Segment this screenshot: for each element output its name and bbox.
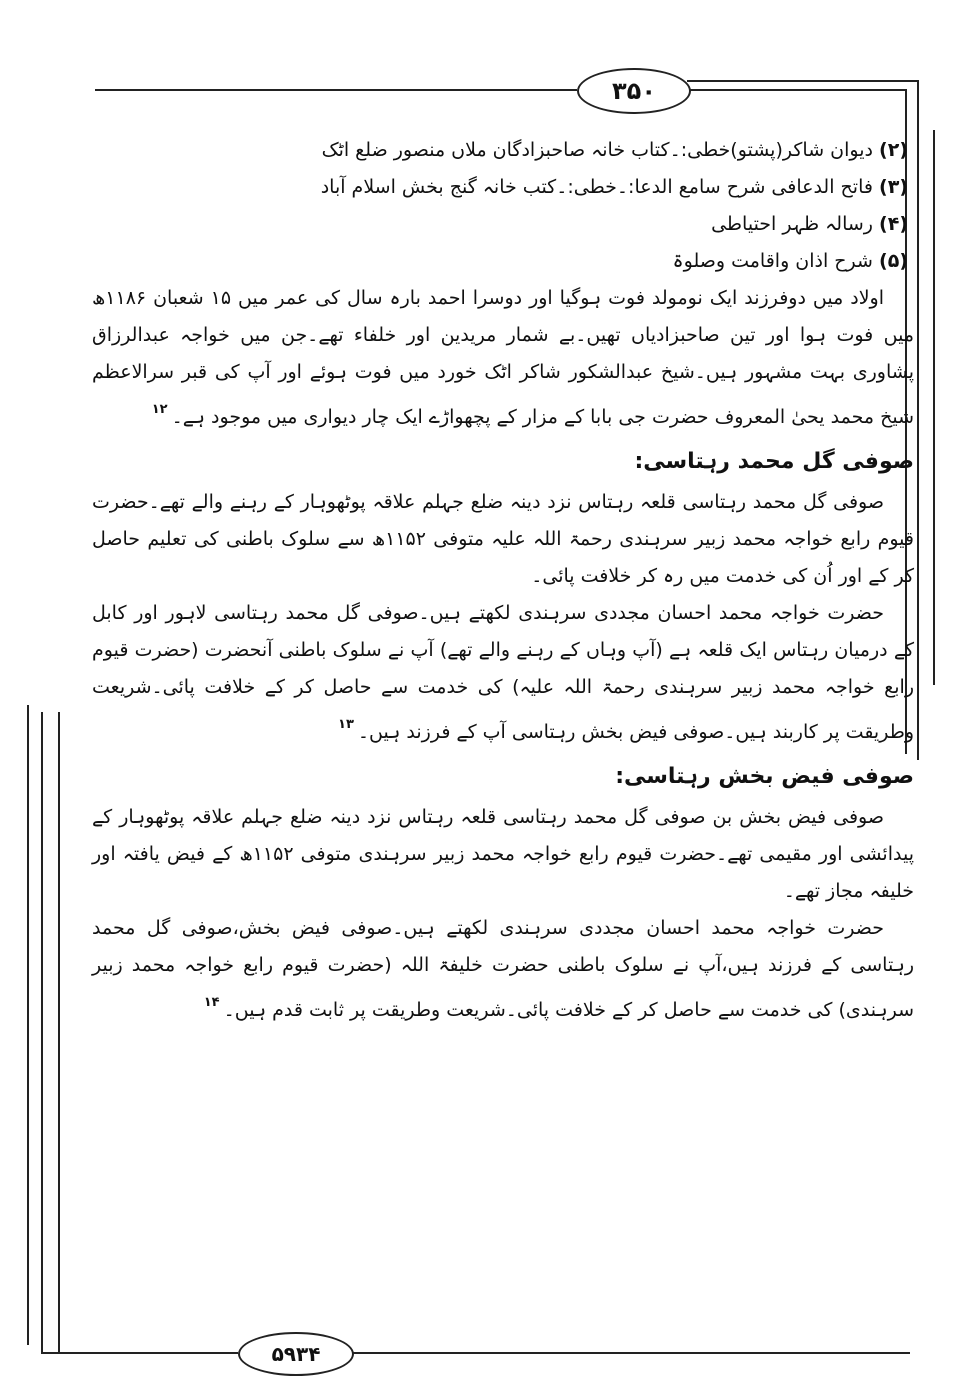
section-paragraph [92, 595, 914, 751]
list-item [92, 132, 908, 169]
page-content [92, 132, 914, 1029]
list-text: دیوان شاکر(پشتو)خطی:۔کتاب خانہ صاحبزادگان ملاں منصور ضلع اٹک [321, 139, 873, 161]
list-number: (۴) [879, 213, 908, 235]
footnote-marker: ۱۲ [151, 402, 168, 417]
bottom-reference-number: ۵۹۳۴ [238, 1332, 354, 1376]
list-number: (۵) [879, 250, 908, 272]
section-heading: صوفی گل محمد رہتاسی: [634, 449, 914, 474]
frame-right-line-outer2 [933, 130, 935, 685]
footnote-marker: ۱۳ [338, 717, 354, 732]
list-text: فاتح الدعافی شرح سامع الدعا:۔خطی:۔کتب خانہ گنج بخش اسلام آباد [320, 176, 873, 198]
frame-right-line-outer [917, 80, 919, 760]
section-paragraph [92, 910, 914, 1029]
frame-left-line [27, 705, 29, 1345]
section-paragraph: صوفی گل محمد رہتاسی قلعہ رہتاس نزد دینہ ضلع جہلم علاقہ پوٹھوہار کے رہنے والے تھے۔حضرت قیوم رابع خواجہ محمد زبیر سرہندی رحمۃ اللہ علیہ متوفی ۱۱۵۲ھ سے سلوک باطنی کی تعلیم حاصل کر کے اور اُن کی خدمت میں رہ کر خلافت پائی۔ [92, 491, 914, 587]
frame-top-line [687, 89, 905, 91]
list-text: شرح اذان واقامت وصلوۃ [672, 250, 873, 272]
list-item [92, 243, 908, 280]
list-item [92, 169, 908, 206]
intro-paragraph [92, 280, 914, 436]
page-number: ۳۵۰ [577, 68, 691, 114]
section-paragraph: صوفی فیض بخش بن صوفی گل محمد رہتاسی قلعہ رہتاس نزد دینہ ضلع جہلم علاقہ پوٹھوہار کے پیدائشی اور مقیمی تھے۔حضرت قیوم رابع خواجہ محمد زبیر سرہندی متوفی ۱۱۵۲ھ کے فیض یافتہ اور خلیفہ مجاز تھے۔ [92, 806, 914, 902]
footnote-marker: ۱۴ [203, 995, 220, 1010]
list-text: رسالہ ظہر احتیاطی [711, 213, 873, 235]
frame-left-line-inner2 [58, 712, 60, 1352]
frame-bottom-line [350, 1352, 910, 1354]
section-heading: صوفی فیض بخش رہتاسی: [615, 764, 914, 789]
paragraph-text: حضرت خواجہ محمد احسان مجددی سرہندی لکھتے ہیں۔صوفی گل محمد رہتاسی لاہور اور کابل کے درمیان رہتاس ایک قلعہ ہے (آپ وہاں کے رہنے والے تھے) آپ نے سلوک باطنی آنحضرت (حضرت قیوم رابع خواجہ محمد زبیر سرہندی رحمۃ اللہ علیہ) کی خدمت سے حاصل کر کے خلافت پائی۔شریعت وطریقت پر کاربند ہیں۔صوفی فیض بخش رہتاسی آپ کے فرزند ہیں۔ [92, 602, 914, 743]
intro-text: اولاد میں دوفرزند ایک نومولد فوت ہوگیا اور دوسرا احمد بارہ سال کی عمر میں ۱۵ شعبان ۱۱۸۶ھ میں فوت ہوا اور تین صاحبزادیاں تھیں۔بے شمار مریدین اور خلفاء تھے۔جن میں خواجہ عبدالرزاق پشاوری بہت مشہور ہیں۔شیخ عبدالشکور شاکر اٹک خورد میں فوت ہوئے اور آپ کی قبر سرالاعظم شیخ محمد یحیٰ المعروف حضرت جی بابا کے مزار کے پچھواڑے ایک چار دیواری میں موجود ہے۔ [92, 287, 914, 428]
paragraph-text: حضرت خواجہ محمد احسان مجددی سرہندی لکھتے ہیں۔صوفی فیض بخش،صوفی گل محمد رہتاسی کے فرزند ہیں،آپ نے سلوک باطنی حضرت خلیفۃ اللہ (حضرت قیوم رابع خواجہ محمد زبیر سرہندی) کی خدمت سے حاصل کر کے خلافت پائی۔شریعت وطریقت پر ثابت قدم ہیں۔ [92, 917, 914, 1021]
list-number: (۳) [879, 176, 908, 198]
list-item [92, 206, 908, 243]
frame-bottom-line [41, 1352, 238, 1354]
frame-top-line-outer [687, 80, 917, 82]
frame-top-line [95, 89, 577, 91]
frame-left-line-inner [41, 712, 43, 1352]
list-number: (۲) [879, 139, 908, 161]
